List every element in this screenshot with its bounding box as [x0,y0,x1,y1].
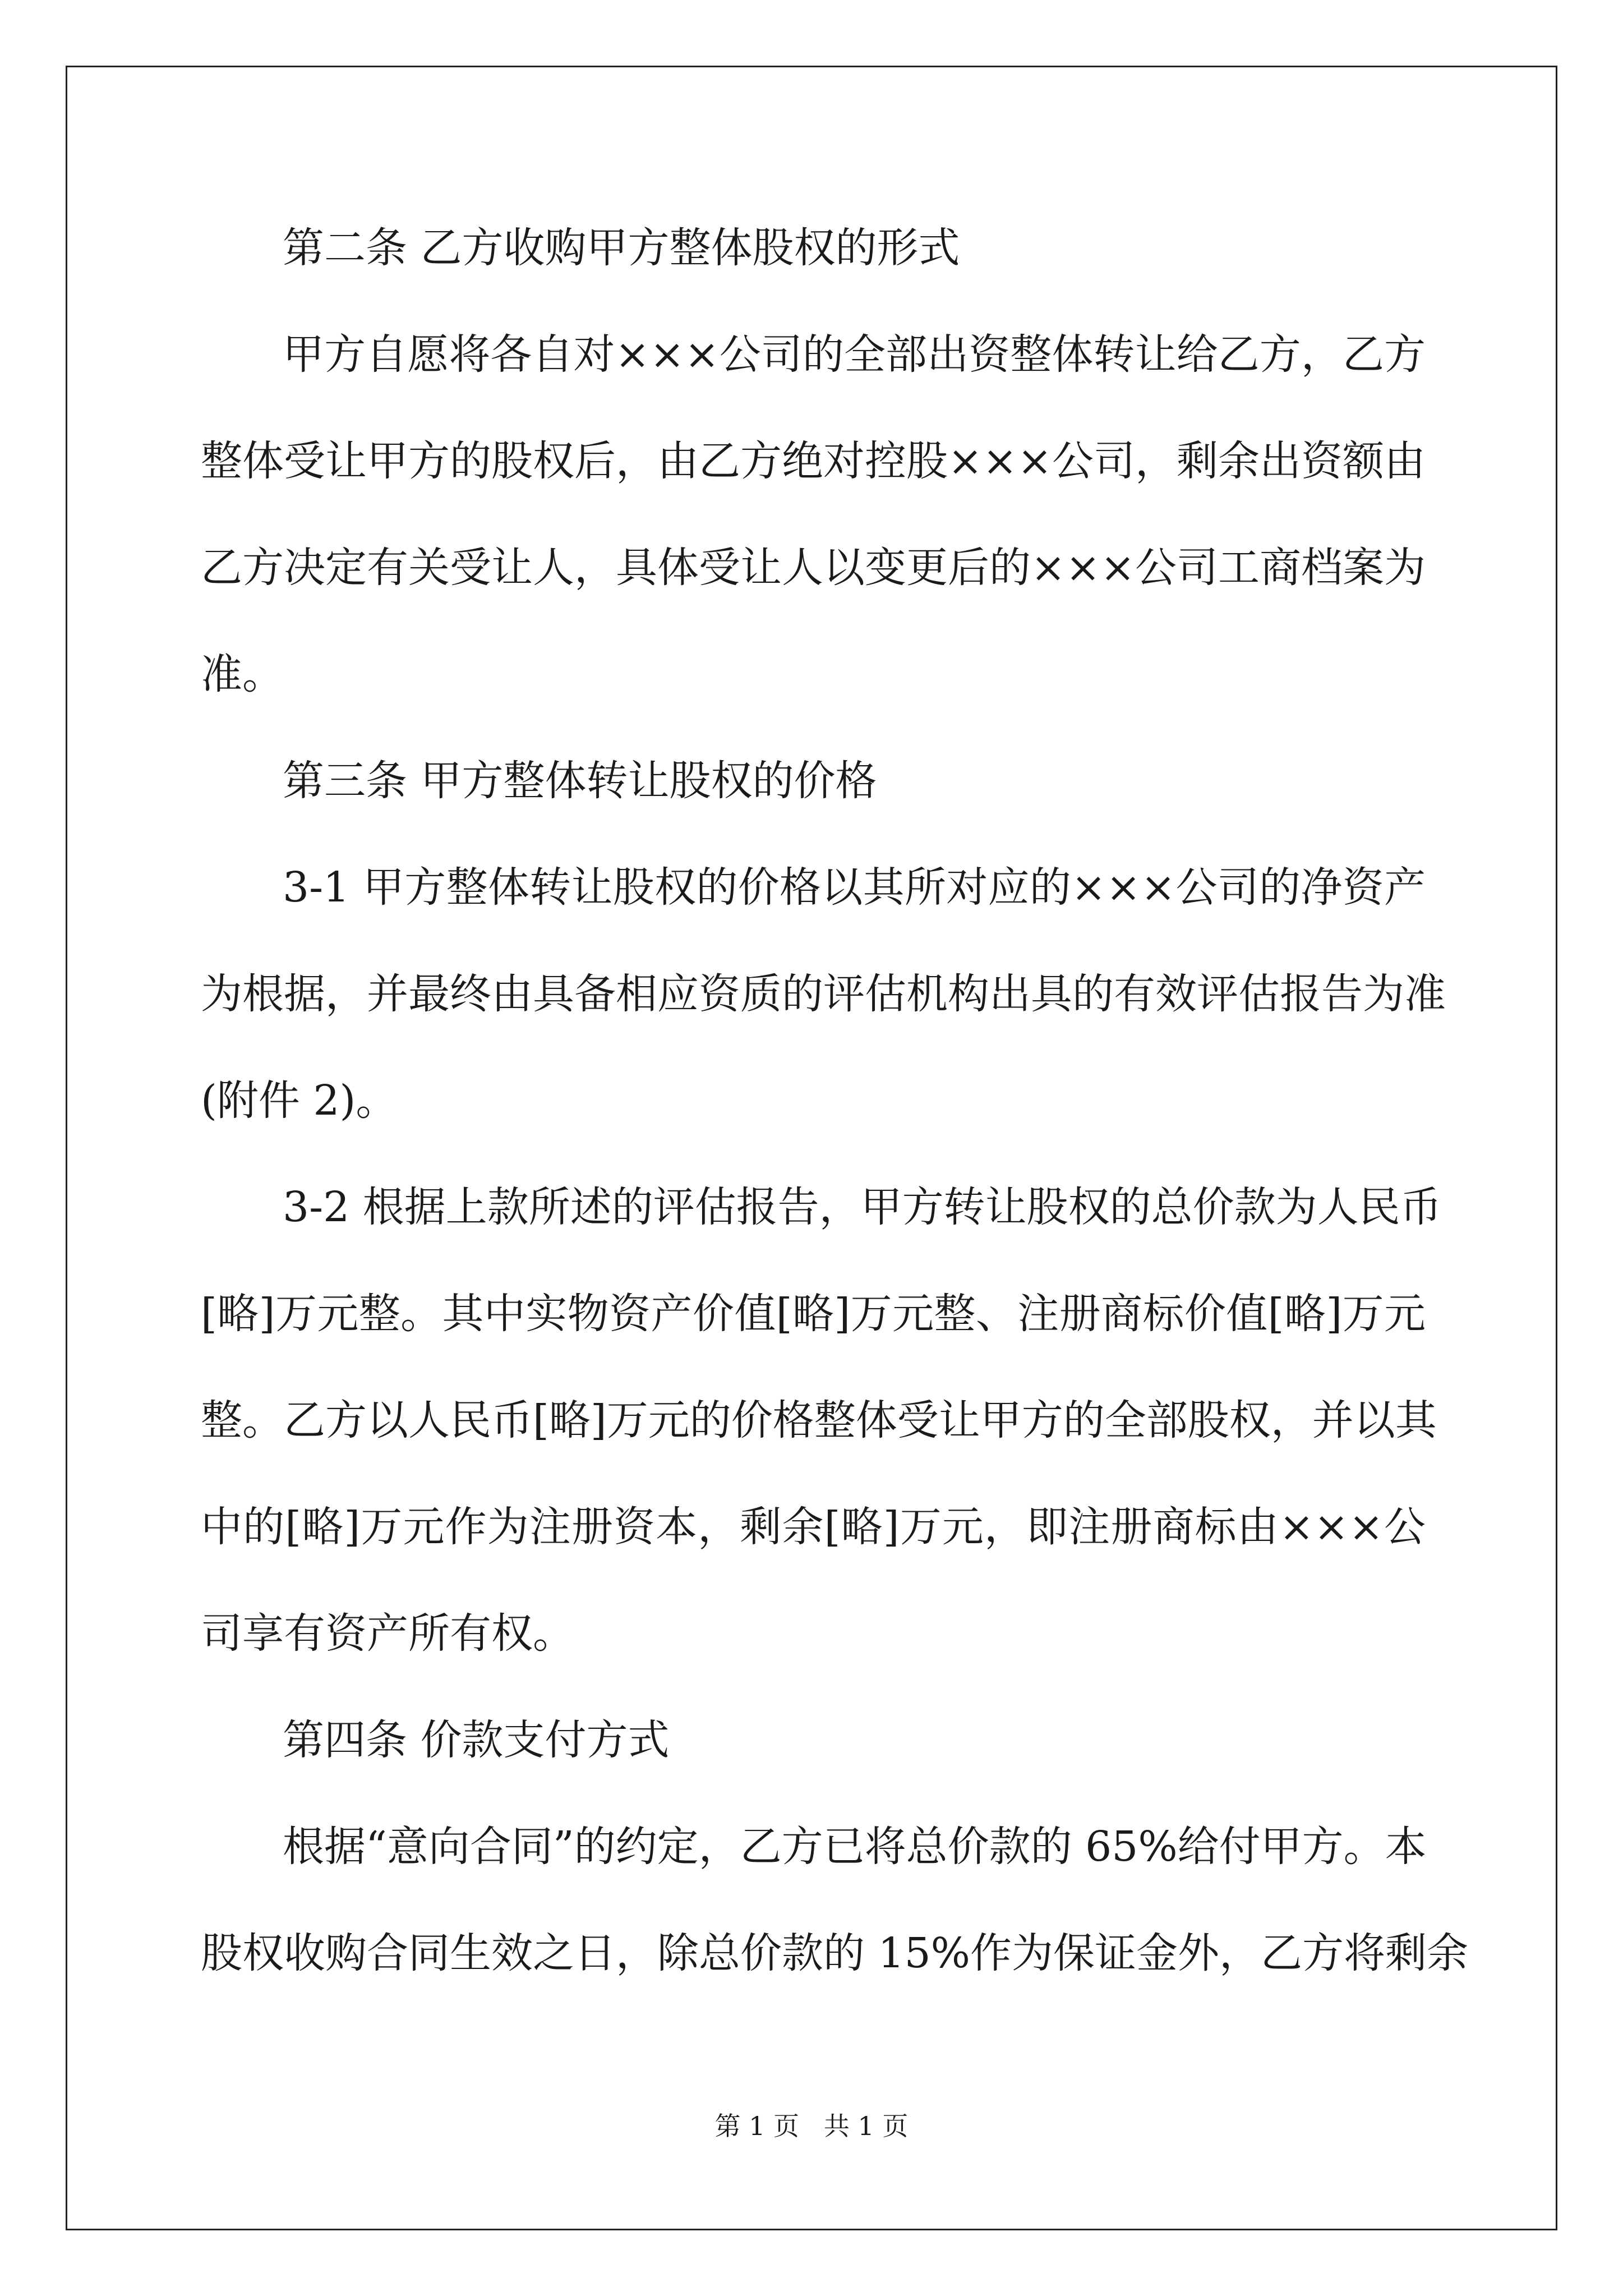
clause-3-1-line: (附件 2)。 [201,1076,398,1125]
article-4-paragraph-line: 根据“意向合同”的约定，乙方已将总价款的 65%给付甲方。本 [283,1823,1427,1871]
article-2-heading: 第二条 乙方收购甲方整体股权的形式 [283,224,960,272]
clause-3-1-line: 3-1 甲方整体转让股权的价格以其所对应的×××公司的净资产 [283,863,1426,912]
clause-3-1-line: 为根据，并最终由具备相应资质的评估机构出具的有效评估报告为准 [201,970,1446,1018]
article-2-paragraph-line: 整体受让甲方的股权后，由乙方绝对控股×××公司，剩余出资额由 [201,437,1426,485]
page-number-footer: 第 1 页 共 1 页 [714,2111,909,2141]
article-3-heading: 第三条 甲方整体转让股权的价格 [283,757,877,805]
clause-3-2-line: 司享有资产所有权。 [201,1609,574,1658]
page-frame [66,66,1557,2230]
clause-3-2-line: 中的[略]万元作为注册资本，剩余[略]万元，即注册商标由×××公 [201,1503,1426,1551]
article-2-paragraph-line: 准。 [201,650,284,698]
clause-3-2-line: [略]万元整。其中实物资产价值[略]万元整、注册商标价值[略]万元 [201,1290,1426,1338]
article-4-paragraph-line: 股权收购合同生效之日，除总价款的 15%作为保证金外，乙方将剩余 [201,1929,1468,1977]
article-2-paragraph-line: 甲方自愿将各自对×××公司的全部出资整体转让给乙方，乙方 [283,330,1426,379]
clause-3-2-line: 3-2 根据上款所述的评估报告，甲方转让股权的总价款为人民币 [283,1183,1442,1231]
clause-3-2-line: 整。乙方以人民币[略]万元的价格整体受让甲方的全部股权，并以其 [201,1396,1437,1444]
article-4-heading: 第四条 价款支付方式 [283,1716,670,1764]
article-2-paragraph-line: 乙方决定有关受让人，具体受让人以变更后的×××公司工商档案为 [201,544,1426,592]
